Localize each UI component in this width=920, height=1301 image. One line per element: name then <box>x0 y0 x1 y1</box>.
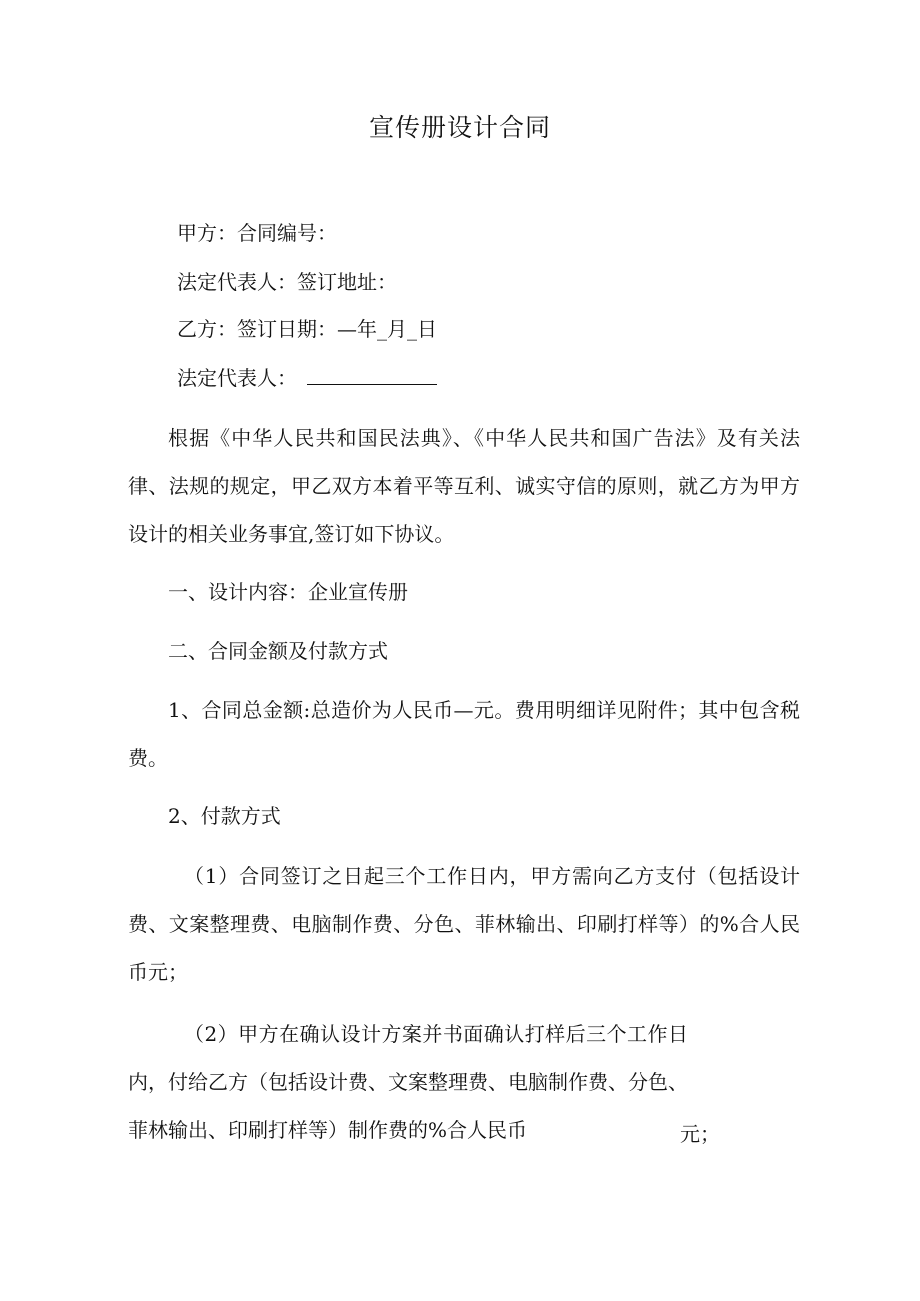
item-total-amount: 1、合同总金额:总造价为人民币—元。费用明细详见附件；其中包含税费。 <box>128 698 800 770</box>
legal-rep-label: 法定代表人： <box>177 366 297 390</box>
item-payment-method: 2、付款方式 <box>168 804 281 828</box>
legal-rep-address-line: 法定代表人：签订地址： <box>177 270 397 294</box>
document-title: 宣传册设计合同 <box>368 113 551 142</box>
payment-clause-1: （1）合同签订之日起三个工作日内，甲方需向乙方支付（包括设计费、文案整理费、电脑制作费、分色、菲林输出、印刷打样等）的%合人民币元； <box>128 864 800 984</box>
payment-clause-2: （2）甲方在确认设计方案并书面确认打样后三个工作日内，付给乙方（包括设计费、文案整理费、电脑制作费、分色、菲林输出、印刷打样等）制作费的%合人民币 <box>128 1022 688 1142</box>
payment-clause-2-tail: 元； <box>680 1122 720 1146</box>
section-amount-payment: 二、合同金额及付款方式 <box>168 639 388 663</box>
legal-rep-line <box>177 362 437 394</box>
party-a-line: 甲方：合同编号： <box>177 221 337 245</box>
party-b-date-line: 乙方：签订日期：—年_月_日 <box>177 317 437 341</box>
signature-blank <box>307 362 437 385</box>
section-design-content: 一、设计内容：企业宣传册 <box>168 580 408 604</box>
intro-paragraph: 根据《中华人民共和国民法典》、《中华人民共和国广告法》及有关法律、法规的规定，甲乙双方本着平等互利、诚实守信的原则，就乙方为甲方设计的相关业务事宜,签订如下协议。 <box>128 426 800 546</box>
